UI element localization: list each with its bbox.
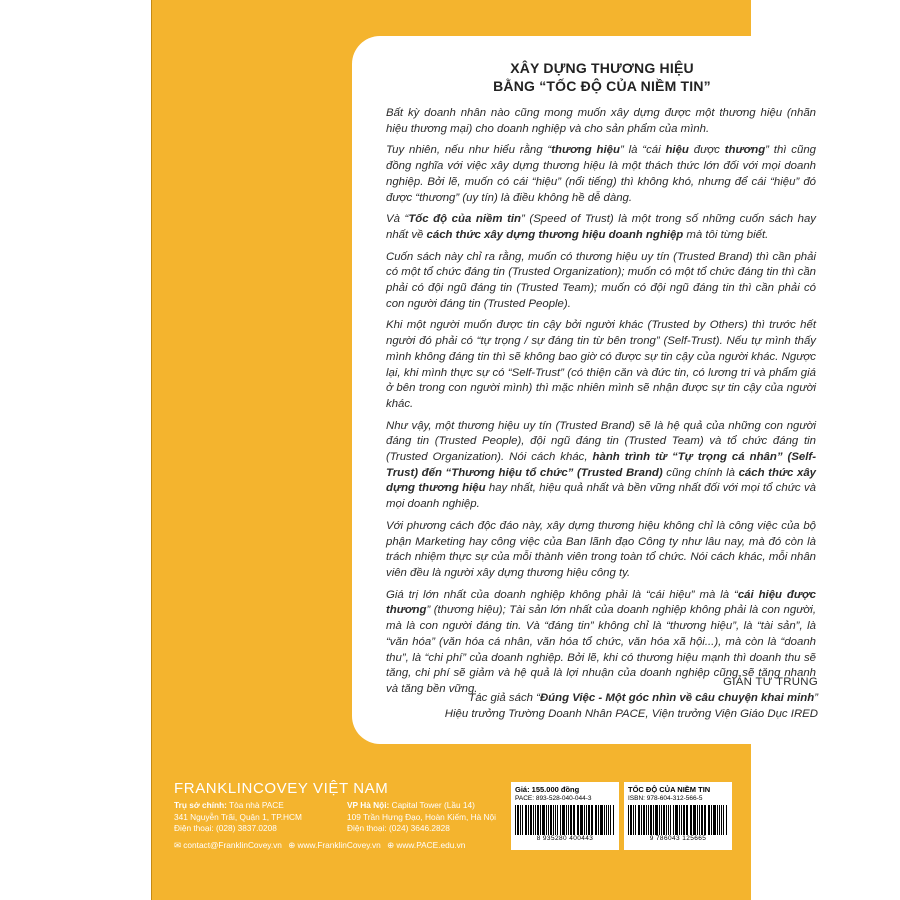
barcode-bar	[721, 805, 723, 835]
barcode-bar	[697, 805, 698, 835]
price-barcode	[511, 782, 619, 850]
page-subtitle: BẰNG “TỐC ĐỘ CỦA NIỀM TIN”	[493, 78, 711, 94]
text-bold: thương	[724, 144, 766, 157]
barcode-bar	[655, 805, 658, 835]
barcode-bar	[641, 805, 642, 835]
hq-label: Trụ sở chính:	[174, 800, 227, 810]
contact-line	[174, 840, 469, 850]
barcode-bar	[653, 805, 654, 835]
barcode-bar	[663, 805, 665, 835]
barcode-bar	[610, 805, 611, 835]
barcode-bar	[574, 805, 575, 835]
author-position: Hiệu trưởng Trường Doanh Nhân PACE, Viện trưởng Viện Giáo Dục IRED	[444, 708, 818, 720]
barcode-bars	[628, 805, 728, 835]
publisher-footer	[152, 760, 752, 900]
barcode-bars	[515, 805, 615, 835]
author-name: GIẢN TƯ TRUNG	[723, 676, 818, 688]
book-back-cover	[151, 0, 818, 900]
hanoi-phone: Điện thoại: (024) 3646.2828	[347, 823, 450, 833]
barcode-bar	[540, 805, 541, 835]
paragraph-3	[386, 212, 816, 243]
barcode-bar	[557, 805, 558, 835]
barcode-bar	[588, 805, 590, 835]
barcode-bar	[670, 805, 671, 835]
hanoi-street: 109 Trần Hưng Đạo, Hoàn Kiếm, Hà Nội	[347, 811, 496, 822]
text-bold: hành trình từ “Tự trọng cá nhân” (Self-Trust) đến “Thương hiệu tổ chức” (Trusted Brand)	[386, 451, 816, 479]
barcode-bar	[525, 805, 528, 835]
barcode-bar	[723, 805, 724, 835]
barcode-book-title: TỐC ĐỘ CỦA NIỀM TIN	[628, 785, 711, 794]
barcode-bar	[683, 805, 685, 835]
text-run: được	[688, 144, 725, 157]
barcode-bar	[646, 805, 647, 835]
pace-code: PACE: 893-528-040-044-3	[515, 795, 592, 802]
text-run: cũng chính là	[662, 466, 739, 479]
barcode-bar	[693, 805, 696, 835]
barcode-bar	[666, 805, 667, 835]
barcode-bar	[704, 805, 705, 835]
email-link[interactable]: ✉ contact@FranklinCovey.vn	[174, 840, 282, 850]
barcode-bar	[600, 805, 603, 835]
barcode-bar	[568, 805, 569, 835]
barcode-bar	[687, 805, 688, 835]
isbn-barcode	[624, 782, 732, 850]
hanoi-name: Capital Tower (Lầu 14)	[389, 800, 475, 810]
paragraph-6	[386, 419, 816, 513]
website-link[interactable]: ⊕ www.FranklinCovey.vn	[288, 840, 381, 850]
barcode-bar	[708, 805, 710, 835]
text-run: ” (thương hiệu); Tài sản lớn nhất của doanh nghiệp không phải là con người, mà là con người đáng tin. Và “đáng tin” không chỉ là “thương hiệu”, là “tài sản”, là “văn hóa” (văn hóa cá nhân, văn hóa tổ chức, văn hóa xã hội...), mà còn là “doanh thu”, là “chi phí” của doanh nghiệp. Bởi lẽ, khi có thương hiệu mạnh thì doanh thu sẽ tăng, chi phí sẽ giảm và hệ quả là lợi nhuận của doanh nghiệp cũng sẽ tăng nhanh và tăng bền vững.	[386, 604, 816, 695]
barcode-bar	[580, 805, 583, 835]
text-bold: cách thức xây dựng thương hiệu	[386, 466, 817, 495]
barcode-bar	[679, 805, 680, 835]
page-title: XÂY DỰNG THƯƠNG HIỆU	[510, 60, 694, 76]
barcode-bar	[726, 805, 727, 835]
barcode-bar	[562, 805, 565, 835]
text-run: Tác giả sách “	[468, 692, 540, 704]
barcode-bar	[628, 805, 629, 835]
barcode-bar	[515, 805, 516, 835]
price-label: Giá: 155.000 đồng	[515, 785, 580, 794]
barcode-bar	[591, 805, 592, 835]
barcode-bar	[586, 805, 587, 835]
text-bold: cái hiệu được thương	[386, 588, 816, 617]
barcode-bar	[630, 805, 632, 835]
barcode-bar	[528, 805, 529, 835]
text-run: ” là “cái	[619, 144, 666, 157]
text-run: ” thì cũng đồng nghĩa với việc xây dựng thương hiệu là một thách thức lớn đối với mọi doanh nghiệp. Bởi lẽ, muốn có cái “hiệu” (nổi tiếng) thì không khó, nhưng để cái “hiệu” đó được “thương” (uy tín) là điều không hề dễ dàng.	[386, 144, 816, 204]
barcode-bar	[546, 805, 547, 835]
barcode-bar	[550, 805, 552, 835]
barcode-bar	[690, 805, 692, 835]
barcode-bar	[633, 805, 634, 835]
text-run: Và “	[386, 213, 409, 226]
hq-phone: Điện thoại: (028) 3837.0208	[174, 823, 277, 833]
barcode-bar	[705, 805, 706, 835]
barcode-bar	[537, 805, 539, 835]
barcode-bar	[584, 805, 585, 835]
barcode-bar	[522, 805, 523, 835]
barcode-bar	[613, 805, 614, 835]
barcode-bar	[668, 805, 670, 835]
text-run: ” (Speed of Trust) là một trong số những cuốn sách hay nhất về	[386, 213, 817, 241]
barcode-bar	[686, 805, 687, 835]
text-run: ”	[814, 692, 818, 704]
hanoi-label: VP Hà Nội:	[347, 800, 390, 810]
hq-street: 341 Nguyễn Trãi, Quận 1, TP.HCM	[174, 811, 302, 822]
text-run: hay nhất, hiệu quả nhất và bền vững nhất đối với mọi tổ chức và mọi doanh nghiệp.	[386, 482, 816, 511]
barcode-bar	[608, 805, 610, 835]
barcode-bar	[701, 805, 703, 835]
barcode-bar	[533, 805, 534, 835]
website-link[interactable]: ⊕ www.PACE.edu.vn	[387, 840, 466, 850]
barcode-bar	[573, 805, 574, 835]
barcode-bar	[577, 805, 579, 835]
barcode-bar	[648, 805, 649, 835]
barcode-bar	[592, 805, 593, 835]
paragraph-4: Cuốn sách này chỉ ra rằng, muốn có thương hiệu uy tín (Trusted Brand) thì cần phải có một tổ chức đáng tin (Trusted Organization); muốn có một tổ chức đáng tin thì cần phải có đội ngũ đáng tin (Trusted Team); muốn có đội ngũ đáng tin thì cần phải có con người đáng tin (Trusted People).	[386, 250, 816, 310]
barcode-bar	[560, 805, 561, 835]
paragraph-2	[386, 143, 816, 206]
text-run: mà tôi từng biết.	[683, 228, 769, 241]
isbn-code: ISBN: 978-604-312-566-5	[628, 795, 703, 802]
hq-name: Tòa nhà PACE	[226, 800, 284, 810]
barcode-bar	[638, 805, 641, 835]
barcode-bar	[520, 805, 521, 835]
barcode-bar	[717, 805, 718, 835]
barcode-bar	[711, 805, 712, 835]
barcode-bar	[681, 805, 682, 835]
paragraph-1: Bất kỳ doanh nhân nào cũng mong muốn xây dựng được một thương hiệu (nhãn hiệu thương mại) cho doanh nghiệp và cho sản phẩm của mình.	[386, 107, 816, 135]
barcode-bar	[604, 805, 605, 835]
barcode-bar	[595, 805, 597, 835]
barcode-bar	[713, 805, 716, 835]
text-bold: hiệu	[665, 144, 689, 157]
text-run: Giá trị lớn nhất của doanh nghiệp không phải là “cái hiệu” mà là “	[386, 588, 738, 601]
barcode-bar	[598, 805, 599, 835]
barcode-bar	[535, 805, 536, 835]
text-bold: thương hiệu	[551, 144, 620, 157]
text-bold: cách thức xây dựng thương hiệu doanh nghiệp	[426, 228, 684, 241]
text-run: Như vậy, một thương hiệu uy tín (Trusted Brand) sẽ là hệ quả của những con người đáng tin (Trusted People), đội ngũ đáng tin (Trusted Team) và tổ chức đáng tin (Trusted Organization). Nói cách khác,	[386, 419, 816, 464]
barcode-bar	[555, 805, 557, 835]
text-bold: Tốc độ của niềm tin	[408, 213, 522, 226]
barcode-bar	[542, 805, 545, 835]
barcode-digits: 8 935280 400443	[536, 835, 594, 842]
barcode-bar	[517, 805, 519, 835]
barcode-bar	[650, 805, 652, 835]
barcode-bar	[675, 805, 678, 835]
barcode-bar	[719, 805, 720, 835]
barcode-bar	[635, 805, 636, 835]
barcode-bar	[659, 805, 660, 835]
barcode-bar	[643, 805, 645, 835]
paragraph-7: Với phương cách độc đáo này, xây dựng thương hiệu không chỉ là công việc của bộ phận Marketing hay công việc của Ban lãnh đạo Công ty như lâu nay, mà đó còn là trách nhiệm thực sự của mỗi thành viên trong toàn tổ chức. Nói cách khác, mỗi nhân viên đều là người xây dựng thương hiệu công ty.	[386, 519, 816, 579]
body-text	[386, 106, 816, 704]
barcode-bar	[530, 805, 532, 835]
hanoi-address	[347, 800, 507, 835]
text-run: Tuy nhiên, nếu như hiểu rằng “	[386, 144, 552, 157]
paragraph-5: Khi một người muốn được tin cậy bởi người khác (Trusted by Others) thì trước hết người đó phải có “tự trọng / sự đáng tin từ bên trong” (Self-Trust). Nếu tự mình thấy mình không đáng tin thì sẽ không bao giờ có được sự tin cậy của người khác. Ngược lại, khi mình thực sự có “Self-Trust” (có thiện căn và đức tin, có lương tri và phẩm giá ở bên trong con người mình) thì mặc nhiên mình sẽ nhận được sự tin cậy của người khác.	[386, 319, 816, 410]
publisher-brand: FRANKLINCOVEY VIỆT NAM	[174, 780, 389, 797]
barcode-bar	[673, 805, 674, 835]
barcode-bar	[566, 805, 567, 835]
author-title	[468, 692, 818, 704]
barcode-bar	[699, 805, 700, 835]
hq-address	[174, 800, 339, 835]
book-title: Đúng Việc - Một góc nhìn về câu chuyện khai minh	[539, 692, 815, 704]
barcode-bar	[570, 805, 572, 835]
barcode-bar	[553, 805, 554, 835]
barcode-bar	[548, 805, 549, 835]
barcode-bar	[661, 805, 662, 835]
text-panel	[352, 36, 852, 744]
barcode-bar	[606, 805, 607, 835]
barcode-digits: 9 786043 125665	[649, 835, 707, 842]
